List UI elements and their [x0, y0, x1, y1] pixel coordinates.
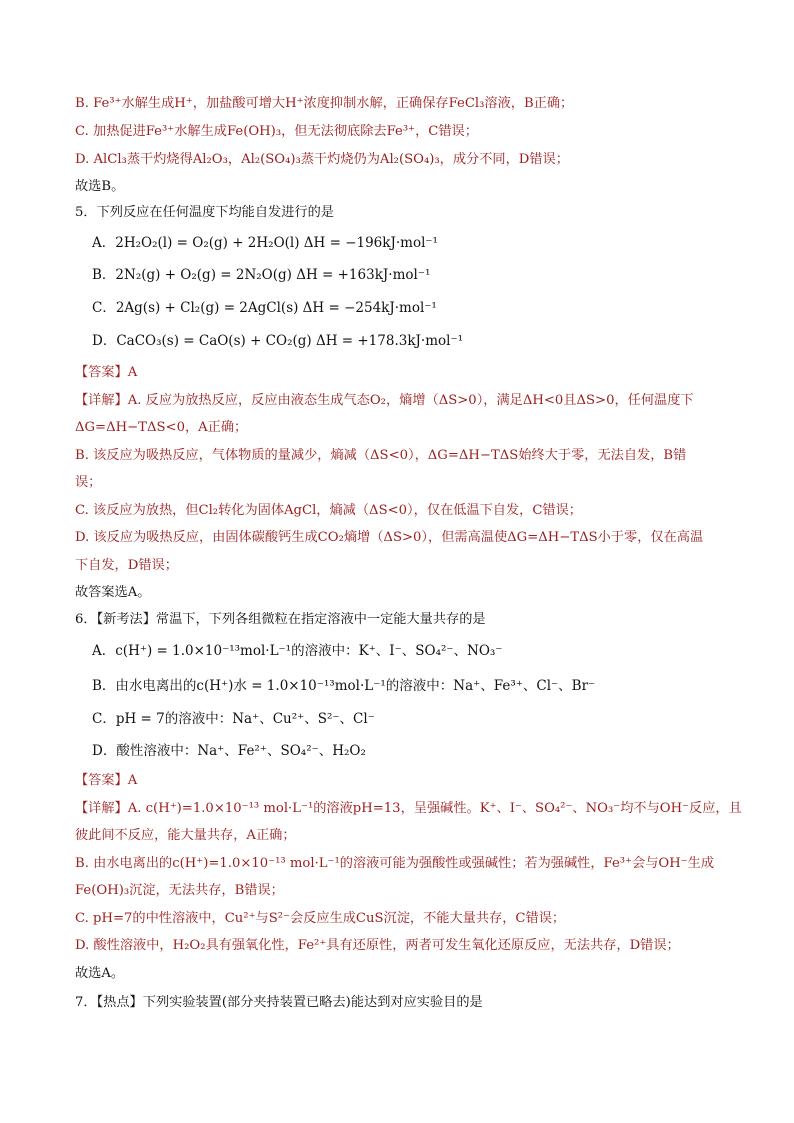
question-6-explain-d: D. 酸性溶液中，H₂O₂具有强氧化性，Fe²⁺具有还原性，两者可发生氧化还原反应，无法共存，D错误； [75, 938, 680, 953]
question-7-stem: 7．【热点】下列实验装置(部分夹持装置已略去)能达到对应实验目的是 [75, 995, 483, 1010]
question-6-option-b: B．由水电离出的c(H⁺)水 = 1.0×10⁻¹³mol·L⁻¹的溶液中：Na⁺、Fe³⁺、Cl⁻、Br⁻ [92, 678, 596, 694]
question-5-explain-b: B. 该反应为吸热反应，气体物质的量减少，熵减（ΔS<0），ΔG=ΔH−TΔS始终大于零，无法自发，B错 [75, 448, 687, 463]
question-6-explain-b-cont: Fe(OH)₃沉淀，无法共存，B错误； [75, 883, 284, 898]
answer-line-d-prev: D. AlCl₃蒸干灼烧得Al₂O₃，Al₂(SO₄)₃蒸干灼烧仍为Al₂(SO₄)₃，成分不同，D错误； [75, 152, 569, 167]
question-5-option-c: C．2Ag(s) + Cl₂(g) = 2AgCl(s) ΔH = −254kJ·mol⁻¹ [92, 300, 437, 316]
question-6-explain-a: 【详解】A. c(H⁺)=1.0×10⁻¹³ mol·L⁻¹的溶液pH=13，呈强碱性。K⁺、I⁻、SO₄²⁻、NO₃⁻均不与OH⁻反应，且 [75, 801, 742, 816]
question-6-option-c: C．pH = 7的溶液中：Na⁺、Cu²⁺、S²⁻、Cl⁻ [92, 711, 375, 727]
question-6-option-a: A．c(H⁺) = 1.0×10⁻¹³mol·L⁻¹的溶液中：K⁺、I⁻、SO₄²⁻、NO₃⁻ [92, 643, 503, 659]
answer-line-b-prev: B. Fe³⁺水解生成H⁺，加盐酸可增大H⁺浓度抑制水解，正确保存FeCl₃溶液，B正确； [75, 96, 574, 111]
question-6-explain-a-cont: 彼此间不反应，能大量共存，A正确； [75, 828, 296, 843]
question-5-explain-a: 【详解】A. 反应为放热反应，反应由液态生成气态O₂，熵增（ΔS>0），满足ΔH<0且ΔS>0，任何温度下 [75, 393, 694, 408]
question-6-stem: 6．【新考法】常温下，下列各组微粒在指定溶液中一定能大量共存的是 [75, 612, 486, 627]
question-5-answer: 【答案】A [75, 365, 138, 380]
question-5-option-d: D．CaCO₃(s) = CaO(s) + CO₂(g) ΔH = +178.3kJ·mol⁻¹ [92, 333, 463, 349]
question-6-conclusion: 故选A。 [75, 966, 125, 981]
question-6-answer: 【答案】A [75, 773, 138, 788]
question-6-explain-b: B. 由水电离出的c(H⁺)=1.0×10⁻¹³ mol·L⁻¹的溶液可能为强酸性或强碱性；若为强碱性，Fe³⁺会与OH⁻生成 [75, 856, 715, 871]
question-5-explain-d: D. 该反应为吸热反应，由固体碳酸钙生成CO₂熵增（ΔS>0），但需高温使ΔG=ΔH−TΔS小于零，仅在高温 [75, 530, 704, 545]
question-5-option-a: A．2H₂O₂(l) = O₂(g) + 2H₂O(l) ΔH = −196kJ·mol⁻¹ [92, 235, 438, 251]
answer-line-c-prev: C. 加热促进Fe³⁺水解生成Fe(OH)₃，但无法彻底除去Fe³⁺，C错误； [75, 124, 478, 139]
question-6-explain-c: C. pH=7的中性溶液中，Cu²⁺与S²⁻会反应生成CuS沉淀，不能大量共存，C错误； [75, 911, 566, 926]
question-5-stem: 5．下列反应在任何温度下均能自发进行的是 [75, 205, 334, 220]
question-5-conclusion: 故答案选A。 [75, 585, 151, 600]
question-5-explain-c: C. 该反应为放热，但Cl₂转化为固体AgCl，熵减（ΔS<0），仅在低温下自发，C错误； [75, 503, 582, 518]
question-6-option-d: D．酸性溶液中：Na⁺、Fe²⁺、SO₄²⁻、H₂O₂ [92, 743, 366, 759]
question-5-option-b: B．2N₂(g) + O₂(g) = 2N₂O(g) ΔH = +163kJ·mol⁻¹ [92, 267, 431, 283]
question-5-explain-b-cont: 误； [75, 475, 102, 490]
question-5-explain-a-cont: ΔG=ΔH−TΔS<0，A正确； [75, 420, 248, 435]
conclusion-prev: 故选B。 [75, 179, 125, 194]
question-5-explain-d-cont: 下自发，D错误； [75, 558, 178, 573]
